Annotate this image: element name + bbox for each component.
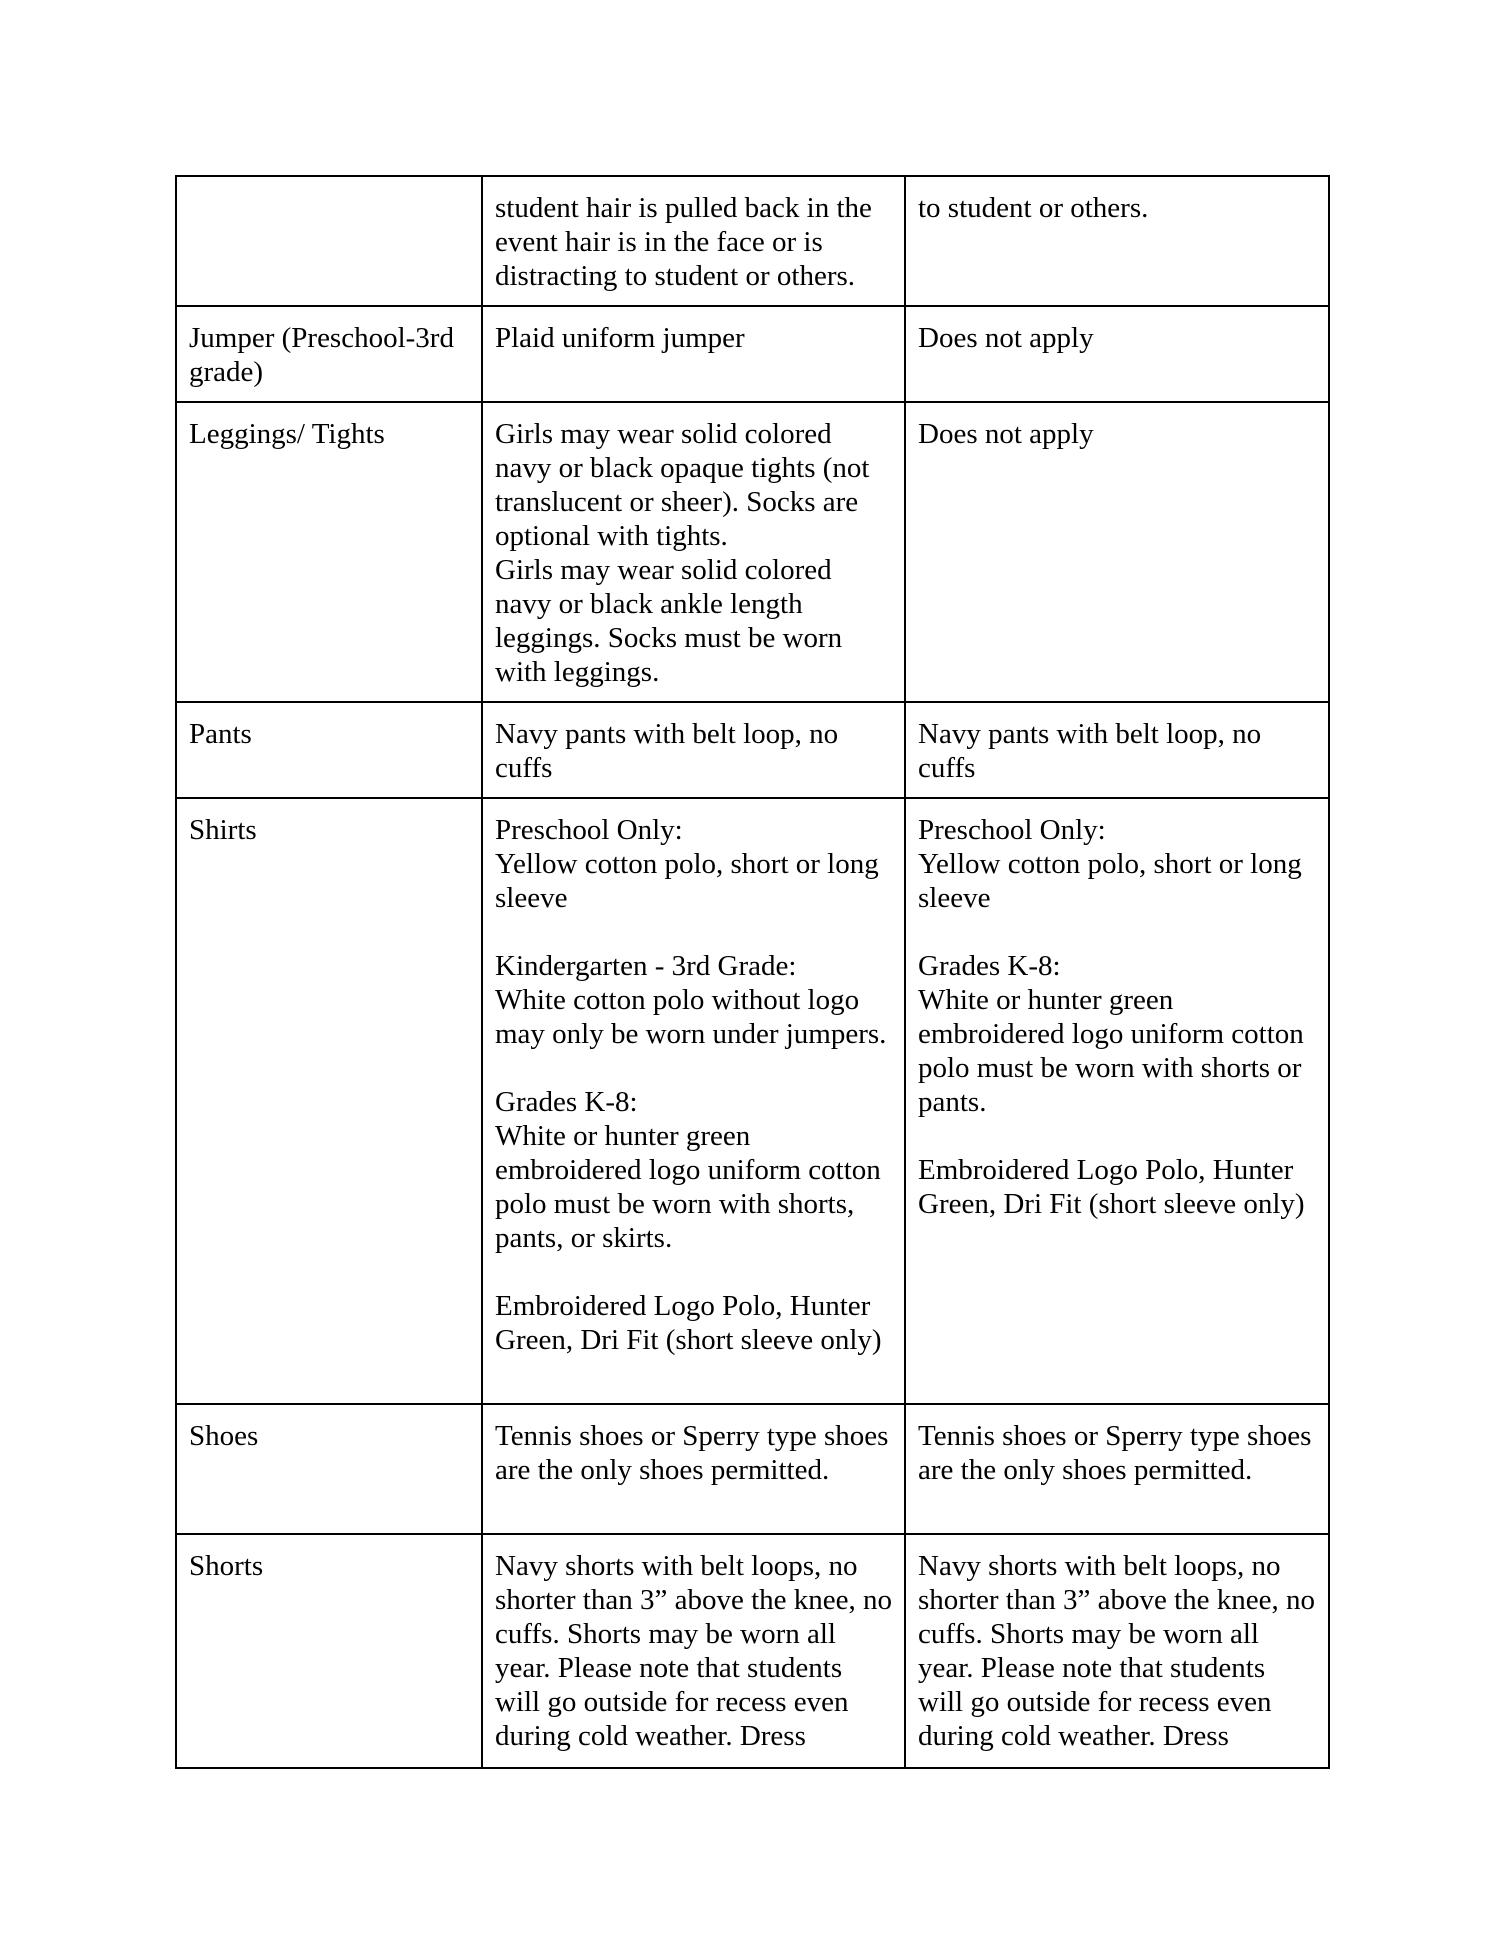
boys-cell: Does not apply [905, 306, 1329, 402]
boys-cell: Tennis shoes or Sperry type shoes are the only shoes permitted. [905, 1404, 1329, 1534]
table-row-pants [176, 702, 1329, 798]
girls-cell: Plaid uniform jumper [482, 306, 905, 402]
item-cell: Jumper (Preschool-3rd grade) [176, 306, 482, 402]
item-cell: Shoes [176, 1404, 482, 1534]
table-row-shoes [176, 1404, 1329, 1534]
boys-cell: Navy shorts with belt loops, no shorter than 3” above the knee, no cuffs. Shorts may be worn all year. Please note that students will go outside for recess even during cold weather. Dress [905, 1534, 1329, 1768]
uniform-policy-table [175, 175, 1330, 1769]
item-cell [176, 176, 482, 306]
table-row-leggings-tights [176, 402, 1329, 702]
girls-cell: student hair is pulled back in the event hair is in the face or is distracting to student or others. [482, 176, 905, 306]
boys-cell: to student or others. [905, 176, 1329, 306]
girls-cell: Girls may wear solid colored navy or black opaque tights (not translucent or sheer). Socks are optional with tights. Girls may wear solid colored navy or black ankle length leggings. Socks must be worn with leggings. [482, 402, 905, 702]
boys-cell: Preschool Only: Yellow cotton polo, short or long sleeve Grades K-8: White or hunter green embroidered logo uniform cotton polo must be worn with shorts or pants. Embroidered Logo Polo, Hunter Green, Dri Fit (short sleeve only) [905, 798, 1329, 1404]
item-cell: Pants [176, 702, 482, 798]
table-row-shirts [176, 798, 1329, 1404]
girls-cell: Navy pants with belt loop, no cuffs [482, 702, 905, 798]
table-row-hair-continued [176, 176, 1329, 306]
item-cell: Shorts [176, 1534, 482, 1768]
item-cell: Leggings/ Tights [176, 402, 482, 702]
table-row-jumper [176, 306, 1329, 402]
girls-cell: Tennis shoes or Sperry type shoes are the only shoes permitted. [482, 1404, 905, 1534]
boys-cell: Does not apply [905, 402, 1329, 702]
girls-cell: Navy shorts with belt loops, no shorter than 3” above the knee, no cuffs. Shorts may be worn all year. Please note that students will go outside for recess even during cold weather. Dress [482, 1534, 905, 1768]
item-cell: Shirts [176, 798, 482, 1404]
table-row-shorts [176, 1534, 1329, 1768]
boys-cell: Navy pants with belt loop, no cuffs [905, 702, 1329, 798]
girls-cell: Preschool Only: Yellow cotton polo, short or long sleeve Kindergarten - 3rd Grade: White cotton polo without logo may only be worn under jumpers. Grades K-8: White or hunter green embroidered logo uniform cotton polo must be worn with shorts, pants, or skirts. Embroidered Logo Polo, Hunter Green, Dri Fit (short sleeve only) [482, 798, 905, 1404]
